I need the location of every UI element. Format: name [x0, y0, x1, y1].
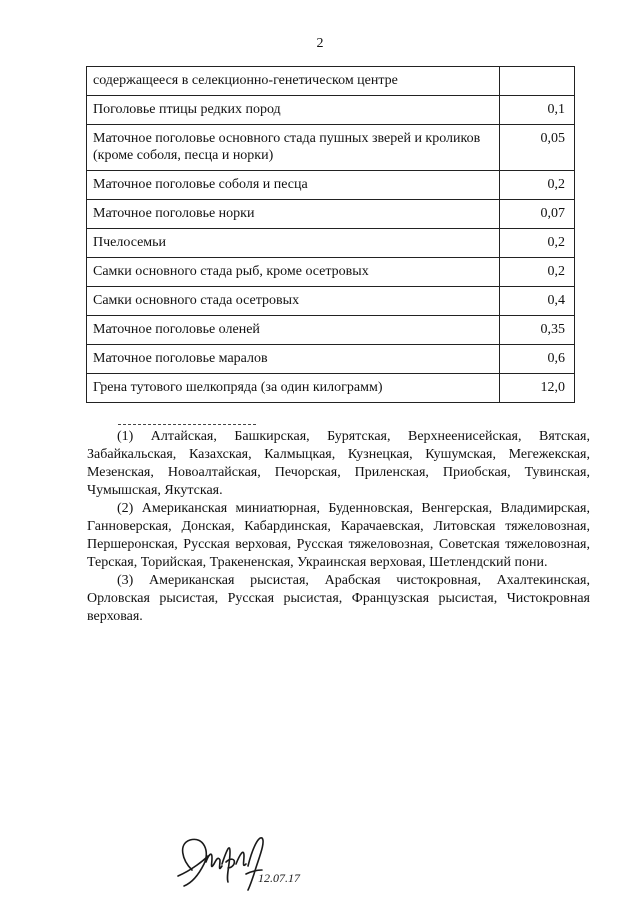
row-value: 0,6	[500, 345, 575, 374]
row-name: Маточное поголовье оленей	[87, 316, 500, 345]
table-row	[87, 200, 575, 229]
table-row	[87, 287, 575, 316]
footnote-3: (3) Американская рысистая, Арабская чистокровная, Ахалтекинская, Орловская рысистая, Русская рысистая, Французская рысистая, Чистокровная верховая.	[87, 573, 590, 624]
row-value: 0,2	[500, 229, 575, 258]
row-name: Пчелосемьи	[87, 229, 500, 258]
row-value: 0,35	[500, 316, 575, 345]
row-value: 0,4	[500, 287, 575, 316]
rates-table	[86, 66, 575, 403]
table-row	[87, 96, 575, 125]
row-value: 0,2	[500, 258, 575, 287]
table-row	[87, 67, 575, 96]
table-row	[87, 258, 575, 287]
row-name: Самки основного стада рыб, кроме осетровых	[87, 258, 500, 287]
table-row	[87, 316, 575, 345]
row-name: содержащееся в селекционно-генетическом центре	[87, 67, 500, 96]
table-row	[87, 374, 575, 403]
row-value: 0,07	[500, 200, 575, 229]
row-value: 12,0	[500, 374, 575, 403]
row-name: Маточное поголовье соболя и песца	[87, 171, 500, 200]
row-value: 0,2	[500, 171, 575, 200]
footnote-2: (2) Американская миниатюрная, Буденновская, Венгерская, Владимирская, Ганноверская, Донская, Кабардинская, Карачаевская, Литовская тяжеловозная, Першеронская, Русская верховая, Русская тяжеловозная, Советская тяжеловозная, Терская, Торийская, Тракененская, Украинская верховая, Шетлендский пони.	[87, 501, 590, 570]
footnote-separator	[118, 424, 256, 425]
row-name: Маточное поголовье основного стада пушных зверей и кроликов (кроме соболя, песца и норки)	[87, 125, 500, 171]
footnote-1: (1) Алтайская, Башкирская, Бурятская, Верхнеенисейская, Вятская, Забайкальская, Казахская, Калмыцкая, Кузнецкая, Кушумская, Мегежекская, Мезенская, Новоалтайская, Печорская, Приленская, Приобская, Тувинская, Чумышская, Якутская.	[87, 429, 590, 498]
row-name: Маточное поголовье норки	[87, 200, 500, 229]
table-row	[87, 229, 575, 258]
table-row	[87, 345, 575, 374]
signature-date: 12.07.17	[258, 871, 300, 885]
handwritten-signature	[170, 830, 330, 900]
table-row	[87, 125, 575, 171]
row-name: Самки основного стада осетровых	[87, 287, 500, 316]
row-name: Маточное поголовье маралов	[87, 345, 500, 374]
row-value: 0,1	[500, 96, 575, 125]
page-number: 2	[316, 36, 324, 51]
row-name: Поголовье птицы редких пород	[87, 96, 500, 125]
footnotes	[87, 428, 590, 626]
row-value: 0,05	[500, 125, 575, 171]
row-name: Грена тутового шелкопряда (за один килограмм)	[87, 374, 500, 403]
table-row	[87, 171, 575, 200]
row-value	[500, 67, 575, 96]
